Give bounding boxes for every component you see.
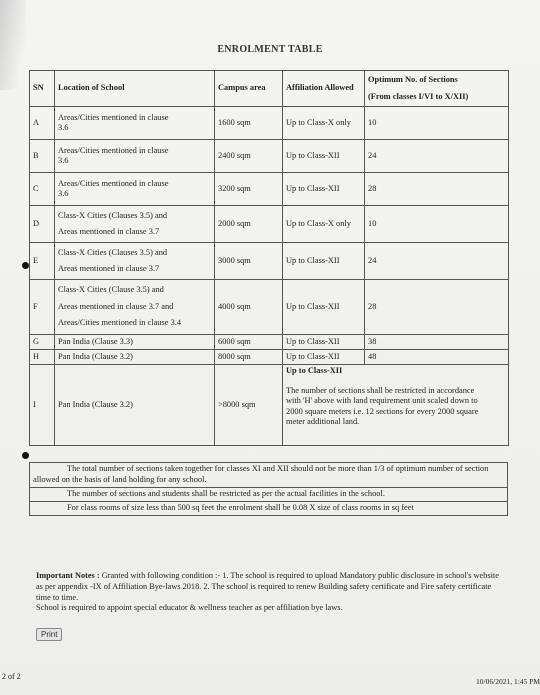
row-sn: G	[30, 335, 55, 350]
header-optimum-line1: Optimum No. of Sections	[368, 75, 458, 84]
row-location	[55, 173, 215, 206]
table-row	[30, 243, 509, 280]
table-row	[30, 107, 509, 140]
important-notes	[36, 571, 506, 614]
row-location-line: Pan India (Clause 3.2)	[58, 351, 133, 361]
row-location-line: Class-X Cities (Clauses 3.5) and	[58, 210, 168, 220]
table-row	[30, 173, 509, 206]
row-affiliation: Up to Class-XII	[283, 335, 365, 350]
row-location	[55, 350, 215, 365]
row-location-line: Class-X Cities (Clauses 3.5) and	[58, 247, 168, 257]
row-location-line: Areas/Cities mentioned in clause	[58, 112, 169, 122]
row-sn: E	[30, 243, 55, 280]
row-sn: D	[30, 206, 55, 243]
note-3	[29, 502, 508, 516]
row-location-line: Areas mentioned in clause 3.7	[58, 264, 160, 273]
header-campus: Campus area	[215, 71, 283, 107]
row-i-aff-text: The number of sections shall be restricted in accordance with 'H' above with land requirement unit scaled down to 2000 square meters i.e. 12 sections for every 2000 square meter additional land.	[286, 385, 479, 426]
row-optimum: 28	[365, 173, 509, 206]
print-button[interactable]: Print	[36, 628, 62, 641]
bullet-dot	[22, 262, 29, 269]
row-location-line: Class-X Cities (Clause 3.5) and	[58, 285, 164, 295]
header-optimum-line2: (From classes I/VI to X/XII)	[368, 91, 469, 101]
note-1-text: The total number of sections taken together for classes XI and XII should not be more than 1/3 of optimum number of section allowed on the basis of land holding for any school.	[33, 464, 489, 484]
row-sn: B	[30, 140, 55, 173]
row-affiliation: Up to Class-XII	[283, 243, 365, 280]
table-row	[30, 335, 509, 350]
row-sn: F	[30, 280, 55, 335]
row-i-aff-title: Up to Class-XII	[286, 366, 343, 375]
row-campus: 2400 sqm	[215, 140, 283, 173]
row-optimum: 48	[365, 350, 509, 365]
row-campus: 4000 sqm	[215, 280, 283, 335]
row-location-line: 3.6	[58, 189, 69, 198]
row-affiliation: Up to Class-XII	[283, 140, 365, 173]
note-2-text: The number of sections and students shall be restricted as per the actual facilities in the school.	[67, 488, 385, 498]
row-affiliation: Up to Class-X only	[283, 206, 365, 243]
row-location	[55, 280, 215, 335]
row-location-line: Areas mentioned in clause 3.7	[58, 227, 160, 236]
row-affiliation: Up to Class-XII	[283, 350, 365, 365]
row-i-sn: I	[30, 365, 55, 446]
row-location-line: Areas/Cities mentioned in clause	[58, 178, 169, 188]
row-i-campus: >8000 sqm	[215, 365, 283, 446]
note-1	[29, 462, 508, 488]
page-number: 2 of 2	[2, 672, 21, 681]
row-optimum: 10	[365, 206, 509, 243]
row-campus: 6000 sqm	[215, 335, 283, 350]
row-location-line: 3.6	[58, 123, 69, 132]
row-location-line: Areas/Cities mentioned in clause 3.4	[58, 318, 182, 328]
note-3-text: For class rooms of size less than 500 sq feet the enrolment shall be 0.08 X size of class rooms in sq feet	[67, 502, 414, 512]
header-optimum	[365, 71, 509, 107]
row-location-line: Pan India (Clause 3.3)	[58, 336, 133, 346]
row-location	[55, 140, 215, 173]
row-location-line: 3.6	[58, 156, 69, 165]
header-sn: SN	[30, 71, 55, 107]
row-sn: H	[30, 350, 55, 365]
row-campus: 2000 sqm	[215, 206, 283, 243]
important-label: Important Notes :	[36, 571, 100, 580]
table-title: ENROLMENT TABLE	[217, 44, 323, 55]
table-row	[30, 140, 509, 173]
row-optimum: 24	[365, 243, 509, 280]
row-sn: C	[30, 173, 55, 206]
print-datetime: 10/06/2021, 1:45 PM	[476, 677, 540, 686]
row-optimum: 10	[365, 107, 509, 140]
row-location	[55, 335, 215, 350]
important-line2: School is required to appoint special educator & wellness teacher as per affiliation bye laws.	[36, 603, 343, 613]
important-text: Granted with following condition :- 1. The school is required to upload Mandatory public disclosure in school's website as per appendix -IX of Affiliation Bye-laws 2018. 2. The school is required to renew Building safety certificate and Fire safety certificate time to time.	[36, 571, 499, 602]
table-row	[30, 350, 509, 365]
table-row	[30, 280, 509, 335]
note-2	[29, 488, 508, 502]
row-sn: A	[30, 107, 55, 140]
row-i-affiliation	[283, 365, 509, 446]
row-location	[55, 243, 215, 280]
enrolment-table	[29, 70, 509, 446]
row-campus: 3000 sqm	[215, 243, 283, 280]
row-location	[55, 107, 215, 140]
row-location-line: Areas/Cities mentioned in clause	[58, 145, 169, 155]
notes-list	[29, 462, 508, 516]
table-row	[30, 206, 509, 243]
row-optimum: 38	[365, 335, 509, 350]
row-affiliation: Up to Class-XII	[283, 280, 365, 335]
table-header-row	[30, 71, 509, 107]
row-optimum: 28	[365, 280, 509, 335]
row-affiliation: Up to Class-X only	[283, 107, 365, 140]
header-location: Location of School	[55, 71, 215, 107]
header-affiliation: Affiliation Allowed	[283, 71, 365, 107]
row-campus: 8000 sqm	[215, 350, 283, 365]
bullet-dot	[22, 452, 29, 459]
row-campus: 3200 sqm	[215, 173, 283, 206]
row-location-line: Areas mentioned in clause 3.7 and	[58, 301, 174, 311]
row-location	[55, 206, 215, 243]
row-optimum: 24	[365, 140, 509, 173]
row-campus: 1600 sqm	[215, 107, 283, 140]
table-row-i	[30, 365, 509, 446]
row-i-location: Pan India (Clause 3.2)	[55, 365, 215, 446]
row-affiliation: Up to Class-XII	[283, 173, 365, 206]
